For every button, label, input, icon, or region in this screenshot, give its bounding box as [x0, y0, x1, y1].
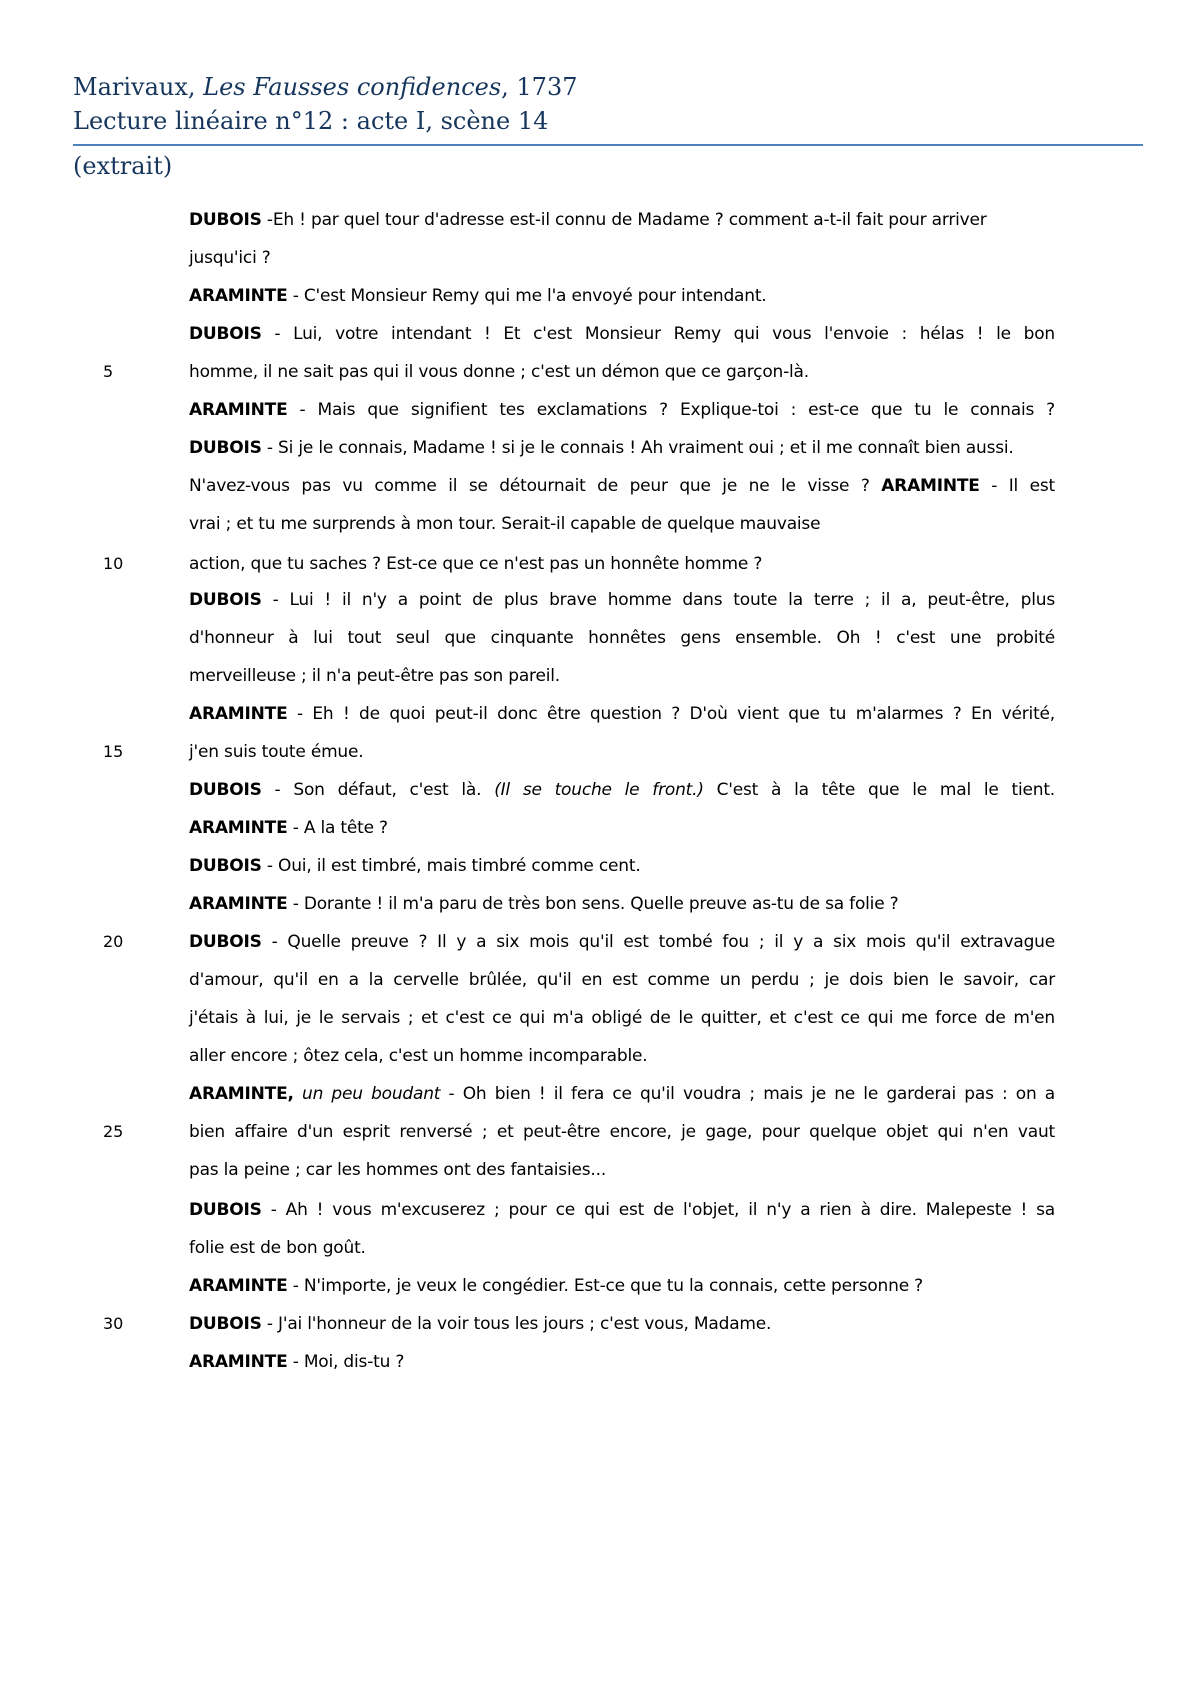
speaker-name: ARAMINTE [189, 704, 288, 724]
dialogue-line [189, 960, 1055, 1000]
line-number: 10 [103, 554, 124, 573]
line-text: - Mais que signifient tes exclamations ? Explique-toi : est-ce que tu le connais ? [287, 400, 1055, 420]
dialogue-line [189, 618, 1055, 658]
dialogue-line [189, 428, 1055, 468]
line-text: - C'est Monsieur Remy qui me l'a envoyé pour intendant. [287, 286, 767, 306]
line-text: - Oui, il est timbré, mais timbré comme cent. [261, 856, 641, 876]
line-text: - Dorante ! il m'a paru de très bon sens. Quelle preuve as-tu de sa folie ? [287, 894, 899, 914]
speaker-name: ARAMINTE [189, 400, 288, 420]
line-text: - Eh ! de quoi peut-il donc être question ? D'où vient que tu m'alarmes ? En vérité, [287, 704, 1055, 724]
dialogue-line [189, 200, 1055, 240]
line-text: homme, il ne sait pas qui il vous donne ; c'est un démon que ce garçon-là. [189, 362, 809, 382]
dialogue-line [189, 390, 1055, 430]
year: , 1737 [501, 73, 578, 101]
dialogue-line [189, 1036, 1055, 1076]
line-text: j'en suis toute émue. [189, 742, 364, 762]
speaker-name: ARAMINTE [189, 286, 288, 306]
line-text: - Quelle preuve ? Il y a six mois qu'il est tombé fou ; il y a six mois qu'il extravague [261, 932, 1055, 952]
line-text: folie est de bon goût. [189, 1238, 366, 1258]
line-text: d'honneur à lui tout seul que cinquante honnêtes gens ensemble. Oh ! c'est une probité [189, 628, 1055, 648]
author: Marivaux, [73, 73, 204, 101]
dialogue-line [189, 656, 1055, 696]
line-text: j'étais à lui, je le servais ; et c'est ce qui m'a obligé de le quitter, et c'est ce qui me force de m'en [189, 1008, 1055, 1028]
speaker-name: ARAMINTE [189, 894, 288, 914]
line-text: pas la peine ; car les hommes ont des fantaisies... [189, 1160, 607, 1180]
document-title [73, 72, 1143, 102]
title-rule [73, 144, 1143, 146]
work-title: Les Fausses confidences [203, 73, 502, 101]
line-text: - Ah ! vous m'excuserez ; pour ce qui est de l'objet, il n'y a rien à dire. Malepeste ! sa [261, 1200, 1055, 1220]
line-text: - J'ai l'honneur de la voir tous les jours ; c'est vous, Madame. [261, 1314, 772, 1334]
dialogue-line [189, 1228, 1055, 1268]
line-text: - Lui, votre intendant ! Et c'est Monsieur Remy qui vous l'envoie : hélas ! le bon [261, 324, 1055, 344]
line-number: 15 [103, 742, 124, 761]
dialogue-line [189, 1266, 1055, 1306]
line-text: - A la tête ? [287, 818, 388, 838]
line-text: - N'importe, je veux le congédier. Est-ce que tu la connais, cette personne ? [287, 1276, 923, 1296]
line-number: 30 [103, 1314, 124, 1333]
dialogue-line [189, 732, 1055, 772]
line-text: merveilleuse ; il n'a peut-être pas son pareil. [189, 666, 560, 686]
dialogue-line [189, 276, 1055, 316]
dialogue-line [189, 808, 1055, 848]
dialogue-line [189, 922, 1055, 962]
dialogue-line [189, 1150, 1055, 1190]
line-text: bien affaire d'un esprit renversé ; et peut-être encore, je gage, pour quelque objet qui n'en vaut [189, 1122, 1055, 1142]
stage-direction: un peu boudant [293, 1084, 441, 1104]
speaker-name: DUBOIS [189, 780, 262, 800]
speaker-name: DUBOIS [189, 1314, 262, 1334]
dialogue-line [189, 1112, 1055, 1152]
speaker-name: ARAMINTE [189, 1276, 288, 1296]
dialogue-line [189, 314, 1055, 354]
line-text: - Il est [979, 476, 1055, 496]
dialogue-line [189, 998, 1055, 1038]
speaker-name: ARAMINTE [189, 818, 288, 838]
speaker-name: DUBOIS [189, 1200, 262, 1220]
dialogue-line [189, 544, 1055, 584]
line-text: - Si je le connais, Madame ! si je le connais ! Ah vraiment oui ; et il me connaît bien aussi. [261, 438, 1014, 458]
dialogue-line [189, 1190, 1055, 1230]
reading-subtitle: Lecture linéaire n°12 : acte I, scène 14 [73, 107, 549, 135]
dialogue-line [189, 238, 1055, 278]
dialogue-line [189, 1074, 1055, 1114]
dialogue-line [189, 466, 1055, 506]
speaker-name: DUBOIS [189, 438, 262, 458]
speaker-name: ARAMINTE [189, 1352, 288, 1372]
line-number: 25 [103, 1122, 124, 1141]
speaker-name: DUBOIS [189, 324, 262, 344]
line-number: 5 [103, 362, 114, 381]
line-text: vrai ; et tu me surprends à mon tour. Serait-il capable de quelque mauvaise [189, 514, 821, 534]
dialogue-line [189, 884, 1055, 924]
line-text: N'avez-vous pas vu comme il se détournait de peur que je ne le visse ? [189, 476, 882, 496]
speaker-name: DUBOIS [189, 932, 262, 952]
speaker-name: DUBOIS [189, 210, 262, 230]
dialogue-line [189, 504, 1055, 544]
line-number: 20 [103, 932, 124, 951]
line-text: - Lui ! il n'y a point de plus brave homme dans toute la terre ; il a, peut-être, plus [261, 590, 1055, 610]
dialogue-line [189, 580, 1055, 620]
line-text: d'amour, qu'il en a la cervelle brûlée, qu'il en est comme un perdu ; je dois bien le savoir, car [189, 970, 1055, 990]
dialogue-line [189, 770, 1055, 810]
speaker-name: DUBOIS [189, 590, 262, 610]
line-text: C'est à la tête que le mal le tient. [703, 780, 1055, 800]
line-text: - Moi, dis-tu ? [287, 1352, 405, 1372]
speaker-name: ARAMINTE [881, 476, 980, 496]
dialogue-line [189, 846, 1055, 886]
line-text: -Eh ! par quel tour d'adresse est-il connu de Madame ? comment a-t-il fait pour arriver [261, 210, 987, 230]
speaker-name: ARAMINTE, [189, 1084, 294, 1104]
speaker-name: DUBOIS [189, 856, 262, 876]
dialogue-line [189, 1304, 1055, 1344]
stage-direction: (Il se touche le front.) [494, 780, 704, 800]
line-text: - Son défaut, c'est là. [261, 780, 495, 800]
line-text: action, que tu saches ? Est-ce que ce n'est pas un honnête homme ? [189, 554, 763, 574]
dialogue-line [189, 352, 1055, 392]
line-text: - Oh bien ! il fera ce qu'il voudra ; mais je ne le garderai pas : on a [440, 1084, 1055, 1104]
dialogue-line [189, 1342, 1055, 1382]
dialogue-line [189, 694, 1055, 734]
line-text: aller encore ; ôtez cela, c'est un homme incomparable. [189, 1046, 648, 1066]
extract-label: (extrait) [73, 152, 173, 180]
line-text: jusqu'ici ? [189, 248, 271, 268]
